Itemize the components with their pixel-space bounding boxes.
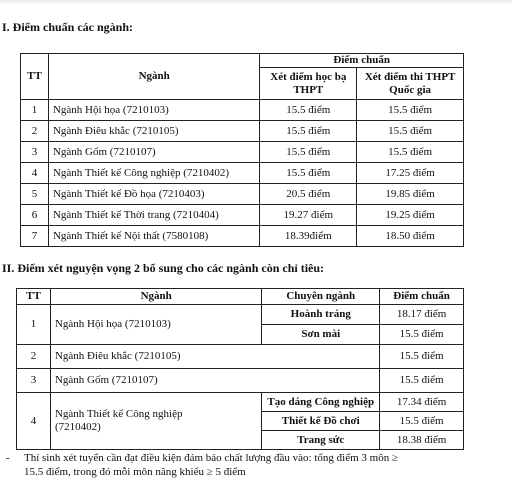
cell-nganh: Ngành Điêu khắc (7210105) bbox=[48, 121, 259, 142]
cell-nganh: Ngành Thiết kế Đồ họa (7210403) bbox=[48, 184, 259, 205]
th2-nganh: Ngành bbox=[50, 289, 261, 305]
cell-thi: 19.85 điểm bbox=[357, 184, 464, 205]
scan-top-edge bbox=[0, 0, 512, 4]
cell-hoc-ba: 15.5 điểm bbox=[260, 142, 357, 163]
table-row bbox=[21, 226, 464, 247]
table-row bbox=[21, 163, 464, 184]
cell-diem: 15.5 điểm bbox=[380, 412, 464, 431]
cell-tt: 3 bbox=[21, 142, 49, 163]
cell-tt: 1 bbox=[17, 305, 51, 345]
cell-tt: 4 bbox=[17, 393, 51, 450]
table-row bbox=[17, 345, 464, 369]
th2-diem-chuan: Điểm chuẩn bbox=[380, 289, 464, 305]
table-row bbox=[17, 369, 464, 393]
cell-diem: 17.34 điểm bbox=[380, 393, 464, 412]
th-hoc-ba: Xét điểm học bạ THPT bbox=[260, 68, 357, 100]
cell-thi: 19.25 điểm bbox=[357, 205, 464, 226]
note-dash: - bbox=[6, 452, 10, 464]
cell-diem: 15.5 điểm bbox=[380, 325, 464, 345]
th-nganh: Ngành bbox=[48, 54, 259, 100]
th-tt: TT bbox=[21, 54, 49, 100]
table-row bbox=[17, 393, 464, 412]
th2-chuyen-nganh: Chuyên ngành bbox=[262, 289, 380, 305]
cell-nganh: Ngành Gốm (7210107) bbox=[50, 369, 379, 393]
cell-tt: 2 bbox=[21, 121, 49, 142]
cell-chuyen-nganh: Trang sức bbox=[262, 431, 380, 450]
cell-hoc-ba: 15.5 điểm bbox=[260, 100, 357, 121]
cell-nganh bbox=[50, 393, 261, 450]
cell-tt: 6 bbox=[21, 205, 49, 226]
cell-nganh-line2: (7210402) bbox=[54, 421, 101, 433]
cell-chuyen-nganh: Thiết kế Đồ chơi bbox=[262, 412, 380, 431]
section1-title: I. Điểm chuẩn các ngành: bbox=[2, 20, 134, 34]
cell-chuyen-nganh: Sơn mài bbox=[262, 325, 380, 345]
th2-tt: TT bbox=[17, 289, 51, 305]
cell-nganh: Ngành Thiết kế Nội thất (7580108) bbox=[48, 226, 259, 247]
table-row bbox=[21, 142, 464, 163]
cell-nganh: Ngành Hội họa (7210103) bbox=[50, 305, 261, 345]
supplementary-score-table bbox=[16, 288, 464, 450]
cell-tt: 5 bbox=[21, 184, 49, 205]
cell-nganh: Ngành Hội họa (7210103) bbox=[48, 100, 259, 121]
th-diem-chuan: Điểm chuẩn bbox=[260, 54, 464, 68]
note-line2: 15.5 điểm, trong đó mỗi môn năng khiếu ≥ 5 điểm bbox=[24, 465, 246, 478]
cell-tt: 4 bbox=[21, 163, 49, 184]
cell-tt: 7 bbox=[21, 226, 49, 247]
cell-hoc-ba: 20.5 điểm bbox=[260, 184, 357, 205]
admission-score-table bbox=[20, 53, 464, 247]
cell-nganh: Ngành Thiết kế Thời trang (7210404) bbox=[48, 205, 259, 226]
cell-hoc-ba: 15.5 điểm bbox=[260, 163, 357, 184]
cell-hoc-ba: 18.39điểm bbox=[260, 226, 357, 247]
cell-diem: 15.5 điểm bbox=[380, 369, 464, 393]
cell-nganh: Ngành Thiết kế Công nghiệp (7210402) bbox=[48, 163, 259, 184]
cell-chuyen-nganh: Tạo dáng Công nghiệp bbox=[262, 393, 380, 412]
cell-thi: 17.25 điểm bbox=[357, 163, 464, 184]
table-row bbox=[21, 100, 464, 121]
table-row bbox=[21, 205, 464, 226]
cell-chuyen-nganh: Hoành tráng bbox=[262, 305, 380, 325]
cell-nganh: Ngành Gốm (7210107) bbox=[48, 142, 259, 163]
cell-thi: 15.5 điểm bbox=[357, 142, 464, 163]
section2-title: II. Điểm xét nguyện vọng 2 bổ sung cho các ngành còn chỉ tiêu: bbox=[2, 261, 325, 275]
th-thi-thpt: Xét điểm thi THPT Quốc gia bbox=[357, 68, 464, 100]
cell-nganh: Ngành Điêu khắc (7210105) bbox=[50, 345, 379, 369]
note-line1: Thí sinh xét tuyển cần đạt điều kiện đảm bảo chất lượng đầu vào: tổng điểm 3 môn ≥ bbox=[24, 452, 399, 464]
note-text bbox=[24, 452, 504, 480]
cell-tt: 3 bbox=[17, 369, 51, 393]
cell-hoc-ba: 19.27 điểm bbox=[260, 205, 357, 226]
cell-tt: 1 bbox=[21, 100, 49, 121]
cell-nganh-line1: Ngành Thiết kế Công nghiệp bbox=[54, 408, 183, 421]
table-row bbox=[21, 184, 464, 205]
cell-tt: 2 bbox=[17, 345, 51, 369]
cell-hoc-ba: 15.5 điểm bbox=[260, 121, 357, 142]
cell-diem: 18.17 điểm bbox=[380, 305, 464, 325]
cell-diem: 18.38 điểm bbox=[380, 431, 464, 450]
cell-diem: 15.5 điểm bbox=[380, 345, 464, 369]
cell-thi: 18.50 điểm bbox=[357, 226, 464, 247]
table-row bbox=[17, 305, 464, 325]
cell-thi: 15.5 điểm bbox=[357, 121, 464, 142]
table-row bbox=[21, 121, 464, 142]
cell-thi: 15.5 điểm bbox=[357, 100, 464, 121]
